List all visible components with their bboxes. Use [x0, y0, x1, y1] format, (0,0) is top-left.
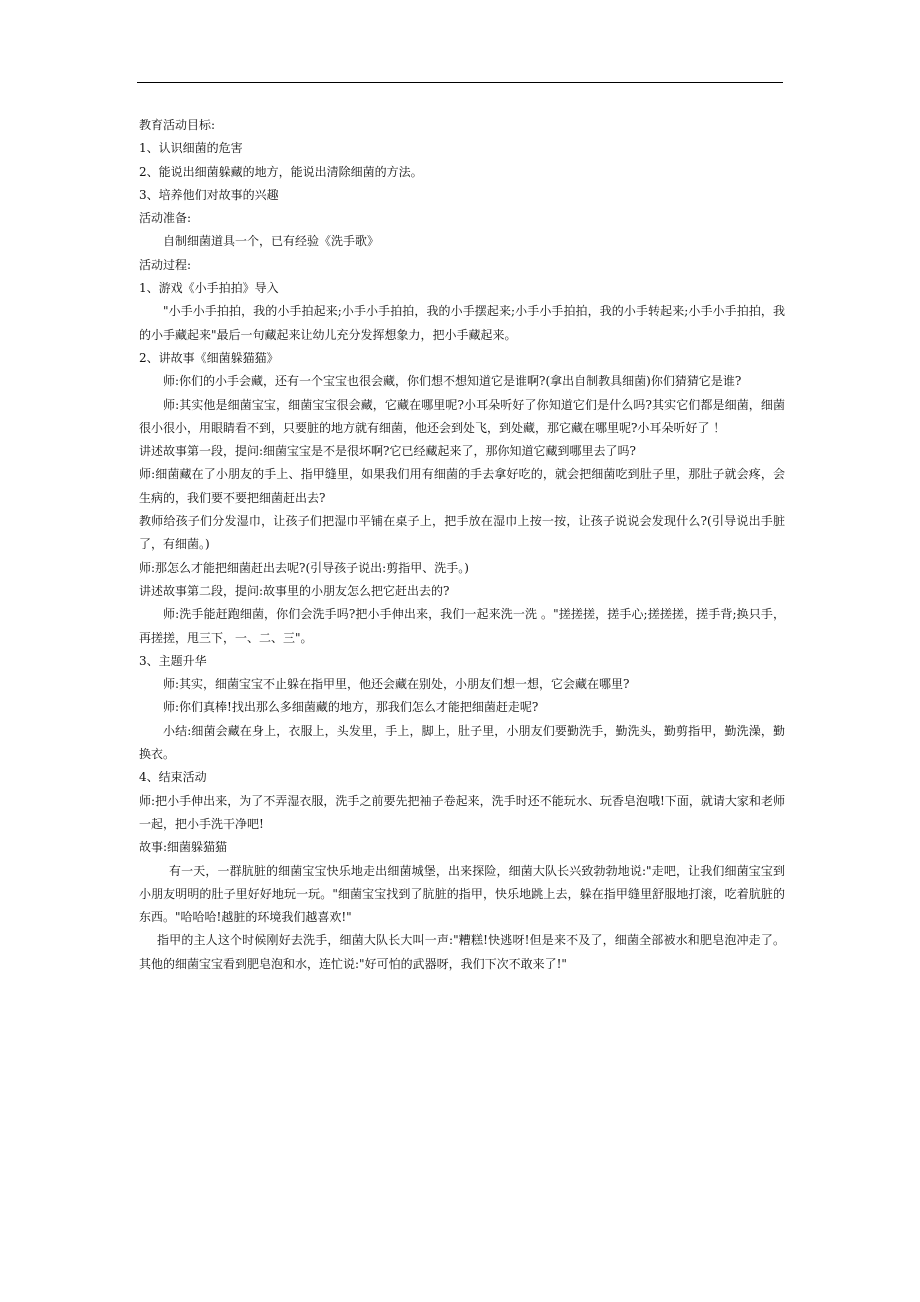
- document-paragraph: 故事:细菌躲猫猫: [139, 840, 228, 855]
- document-paragraph: 教师给孩子们分发湿巾，让孩子们把湿巾平铺在桌子上，把手放在湿巾上按一按，让孩子说说会发现什么?(引导说出手脏了，有细菌。): [139, 514, 785, 552]
- document-paragraph: 师:其实，细菌宝宝不止躲在指甲里，他还会藏在别处，小朋友们想一想，它会藏在哪里?: [163, 677, 630, 692]
- document-paragraph: 小结:细菌会藏在身上，衣服上，头发里，手上，脚上，肚子里，小朋友们要勤洗手，勤洗头，勤剪指甲，勤洗澡，勤换衣。: [139, 723, 785, 762]
- document-paragraph: 4、结束活动: [139, 770, 207, 785]
- document-paragraph: 2、能说出细菌躲藏的地方，能说出清除细菌的方法。: [139, 164, 423, 179]
- document-paragraph: 讲述故事第一段，提问:细菌宝宝是不是很坏啊?它已经藏起来了，那你知道它藏到哪里去了吗?: [139, 444, 636, 459]
- document-paragraph: 师:细菌藏在了小朋友的手上、指甲缝里，如果我们用有细菌的手去拿好吃的，就会把细菌吃到肚子里，那肚子就会疼，会生病的，我们要不要把细菌赶出去?: [139, 467, 785, 505]
- document-paragraph: 师:那怎么才能把细菌赶出去呢?(引导孩子说出:剪指甲、洗手。): [139, 560, 469, 575]
- document-paragraph: 2、讲故事《细菌躲猫猫》: [139, 350, 279, 365]
- document-paragraph: 3、培养他们对故事的兴趣: [139, 187, 279, 202]
- document-paragraph: 自制细菌道具一个，已有经验《洗手歌》: [163, 234, 380, 249]
- document-paragraph: 师:你们真棒!找出那么多细菌藏的地方，那我们怎么才能把细菌赶走呢?: [163, 700, 539, 715]
- document-paragraph: 3、主题升华: [139, 653, 207, 668]
- document-paragraph: 讲述故事第二段，提问:故事里的小朋友怎么把它赶出去的?: [139, 583, 450, 598]
- document-paragraph: 有一天，一群肮脏的细菌宝宝快乐地走出细菌城堡，出来探险，细菌大队长兴致勃勃地说:"走吧，让我们细菌宝宝到小朋友明明的肚子里好好地玩一玩。"细菌宝宝找到了肮脏的指甲，快乐地跳上去，躲在指甲缝里舒服地打滚，吃着肮脏的东西。"哈哈哈!越脏的环境我们越喜欢!": [139, 863, 785, 925]
- document-paragraph: 1、游戏《小手拍拍》导入: [139, 281, 279, 296]
- document-body: [139, 114, 785, 976]
- document-paragraph: 1、认识细菌的危害: [139, 141, 243, 156]
- document-paragraph: "小手小手拍拍，我的小手拍起来;小手小手拍拍，我的小手摆起来;小手小手拍拍，我的小手转起来;小手小手拍拍，我的小手藏起来"最后一句藏起来让幼儿充分发挥想象力，把小手藏起来。: [139, 304, 785, 342]
- header-rule: [137, 82, 783, 83]
- document-paragraph: 师:其实他是细菌宝宝，细菌宝宝很会藏，它藏在哪里呢?小耳朵听好了你知道它们是什么吗?其实它们都是细菌，细菌很小很小，用眼睛看不到，只要脏的地方就有细菌，他还会到处飞，到处藏，那它藏在哪里呢?小耳朵听好了 ！: [139, 397, 785, 435]
- document-paragraph: 指甲的主人这个时候刚好去洗手，细菌大队长大叫一声:"糟糕!快逃呀!但是来不及了，细菌全部被水和肥皂泡冲走了。其他的细菌宝宝看到肥皂泡和水，连忙说:"好可怕的武器呀，我们下次不敢来了!": [139, 933, 785, 971]
- document-paragraph: 师:你们的小手会藏，还有一个宝宝也很会藏，你们想不想知道它是谁啊?(拿出自制教具细菌)你们猜猜它是谁?: [163, 374, 742, 389]
- document-paragraph: 活动准备:: [139, 211, 192, 226]
- document-paragraph: 活动过程:: [139, 257, 192, 272]
- document-paragraph: 师:把小手伸出来，为了不弄湿衣服，洗手之前要先把袖子卷起来，洗手时还不能玩水、玩香皂泡哦!下面，就请大家和老师一起，把小手洗干净吧!: [139, 793, 785, 831]
- document-paragraph: 教育活动目标:: [139, 118, 216, 132]
- document-paragraph: 师:洗手能赶跑细菌，你们会洗手吗?把小手伸出来，我们一起来洗一洗 。"搓搓搓，搓手心;搓搓搓，搓手背;换只手，再搓搓，甩三下，一、二、三"。: [139, 607, 785, 645]
